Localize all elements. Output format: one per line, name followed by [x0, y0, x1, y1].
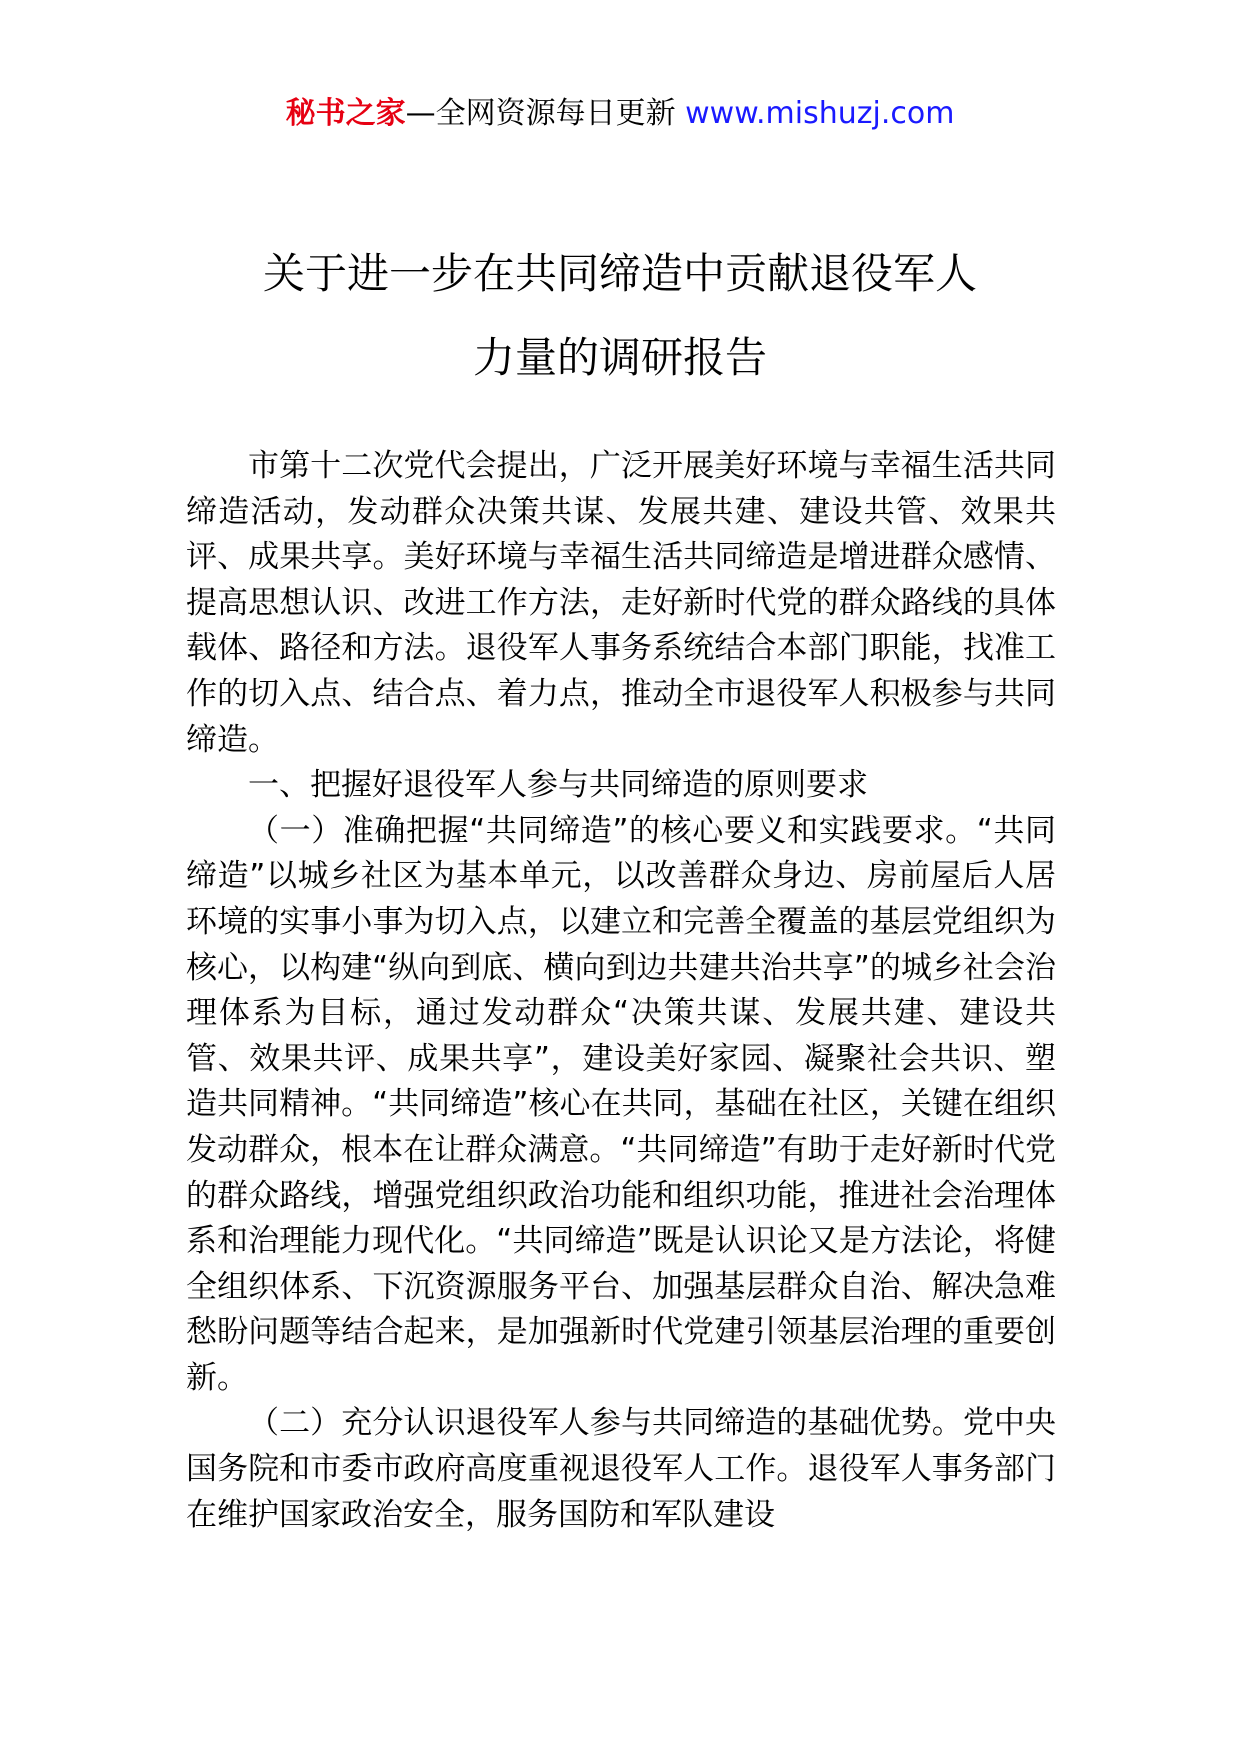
site-banner [0, 94, 1240, 134]
section-heading-1: 一、把握好退役军人参与共同缔造的原则要求 [248, 767, 868, 804]
title-line-1: 关于进一步在共同缔造中贡献退役军人 [262, 249, 977, 298]
document-body [186, 444, 1056, 1538]
paragraph-subsection-1: （一）准确把握“共同缔造”的核心要义和实践要求。“共同缔造”以城乡社区为基本单元，以改善群众身边、房前屋后人居环境的实事小事为切入点，以建立和完善全覆盖的基层党组织为核心，以构建“纵向到底、横向到边共建共治共享”的城乡社会治理体系为目标，通过发动群众“决策共谋、发展共建、建设共管、效果共评、成果共享”，建设美好家园、凝聚社会共识、塑造共同精神。“共同缔造”核心在共同，基础在社区，关键在组织发动群众，根本在让群众满意。“共同缔造”有助于走好新时代党的群众路线，增强党组织政治功能和组织功能，推进社会治理体系和治理能力现代化。“共同缔造”既是认识论又是方法论，将健全组织体系、下沉资源服务平台、加强基层群众自治、解决急难愁盼问题等结合起来，是加强新时代党建引领基层治理的重要创新。 [186, 812, 1056, 1396]
document-title [0, 232, 1240, 400]
banner-tagline: —全网资源每日更新 [405, 96, 676, 131]
title-line-2: 力量的调研报告 [472, 333, 767, 382]
paragraph-intro: 市第十二次党代会提出，广泛开展美好环境与幸福生活共同缔造活动，发动群众决策共谋、发展共建、建设共管、效果共评、成果共享。美好环境与幸福生活共同缔造是增进群众感情、提高思想认识、改进工作方法，走好新时代党的群众路线的具体载体、路径和方法。退役军人事务系统结合本部门职能，找准工作的切入点、结合点、着力点，推动全市退役军人积极参与共同缔造。 [186, 448, 1056, 758]
paragraph-subsection-2: （二）充分认识退役军人参与共同缔造的基础优势。党中央国务院和市委市政府高度重视退役军人工作。退役军人事务部门在维护国家政治安全，服务国防和军队建设 [186, 1405, 1056, 1533]
site-url-link[interactable]: www.mishuzj.com [685, 96, 955, 131]
brand-name: 秘书之家 [285, 96, 406, 131]
